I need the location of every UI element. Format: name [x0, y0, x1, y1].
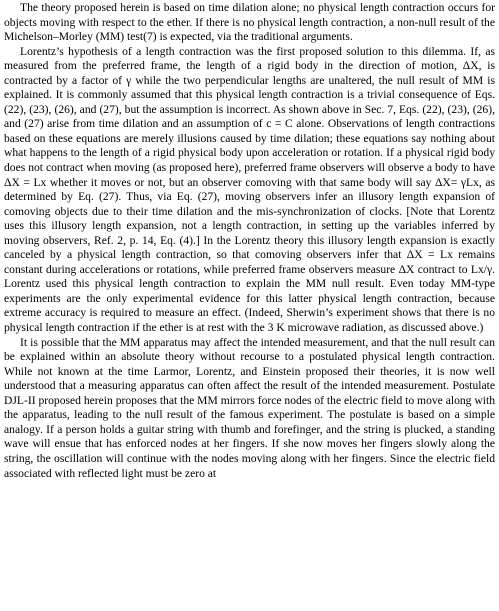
paragraph-mm-apparatus: It is possible that the MM apparatus may affect the intended measurement, and that the null result can be explained within an absolute theory without recourse to a postulated physical length contraction. While not known at the time Larmor, Lorentz, and Einstein proposed their theories, it is now well understood that a measuring apparatus can often affect the result of the intended measurement. Postulate DJL-II proposed herein proposes that the MM mirrors force nodes of the electric field to move along with the apparatus, leading to the null result of the famous experiment. The postulate is based on a simple analogy. If a person holds a guitar string with thumb and forefinger, and the string is plucked, a standing wave will ensue that has enforced nodes at her fingers. If she now moves her fingers slowly along the string, the oscillation will continue with the nodes moving along with her fingers. Since the electric field associated with reflected light must be zero at	[4, 335, 495, 480]
paragraph-time-dilation: The theory proposed herein is based on time dilation alone; no physical length contraction occurs for objects moving with respect to the ether. If there is no physical length contraction, a non-null result of the Michelson–Morley (MM) test(7) is expected, via the traditional arguments.	[4, 1, 495, 44]
paragraph-lorentz-hypothesis: Lorentz’s hypothesis of a length contraction was the first proposed solution to this dilemma. If, as measured from the preferred frame, the length of a rigid body in the direction of motion, ΔX, is contracted by a factor of γ while the two perpendicular lengths are unaltered, the null result of MM is explained. It is commonly assumed that this physical length contraction is a trivial consequence of Eqs. (22), (23), (26), and (27), but the assumption is incorrect. As shown above in Sec. 7, Eqs. (22), (23), (26), and (27) arise from time dilation and an assumption of c = C alone. Observations of length contractions based on these equations are merely illusions caused by time dilation; these equations say nothing about what happens to the length of a rigid physical body upon acceleration or rotation. If a physical rigid body does not contract when moving (as proposed here), preferred frame observers will observe a body to have ΔX = Lx whether it moves or not, but an observer comoving with that same body will say ΔX= γLx, as determined by Eq. (27). Thus, via Eq. (27), moving observers infer an illusory length expansion of comoving objects due to their time dilation and the mis-synchronization of clocks. [Note that Lorentz uses this illusory length expansion, not a length contraction, in setting up the variables inferred by moving observers, Ref. 2, p. 14, Eq. (4).] In the Lorentz theory this illusory length expansion is exactly canceled by a physical length contraction, so that comoving observers infer that ΔX = Lx remains constant during accelerations or rotations, while preferred frame observers measure ΔX contract to Lx/γ. Lorentz used this physical length contraction to explain the MM null result. Even today MM-type experiments are the only experimental evidence for this latter physical length contraction, because extreme accuracy is required to measure an effect. (Indeed, Sherwin’s experiment shows that there is no physical length contraction if the ether is at rest with the 3 K microwave radiation, as discussed above.)	[4, 44, 495, 335]
